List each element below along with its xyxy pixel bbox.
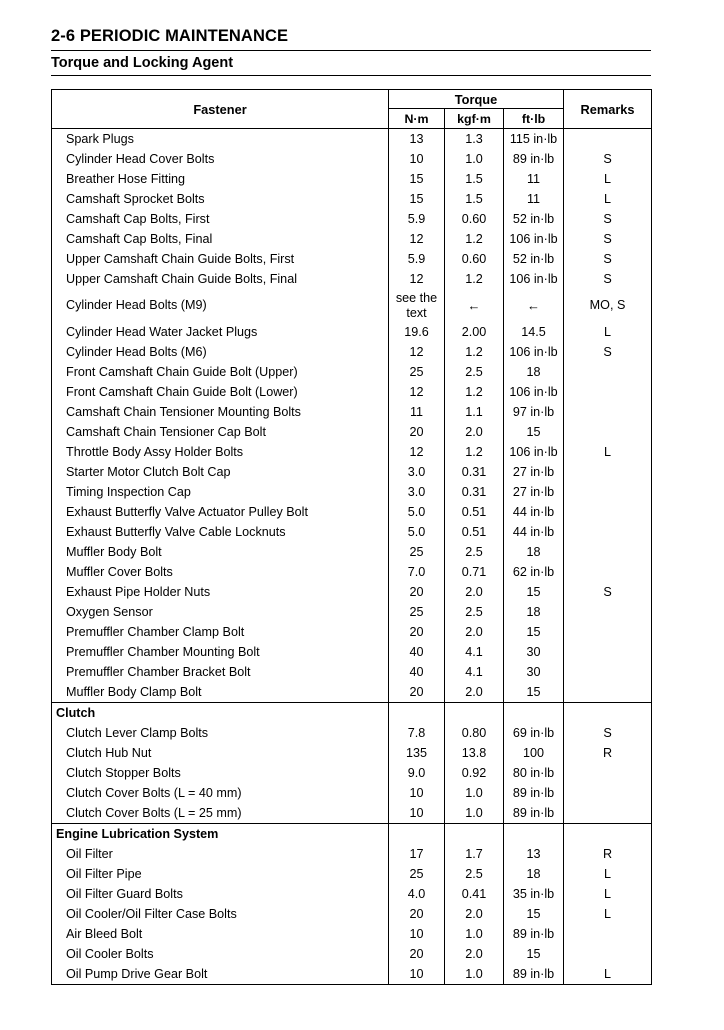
cell-torque-kgfm: 0.51	[445, 522, 504, 542]
table-row	[52, 964, 652, 985]
cell-fastener: Clutch Hub Nut	[52, 743, 389, 763]
cell-remarks	[564, 944, 652, 964]
cell-remarks: S	[603, 232, 612, 246]
cell-torque-ftlb: 44 in·lb	[504, 502, 564, 522]
cell-torque-kgfm: 0.92	[445, 763, 504, 783]
cell-fastener: Cylinder Head Water Jacket Plugs	[52, 322, 389, 342]
cell-fastener: Oil Pump Drive Gear Bolt	[52, 964, 389, 985]
cell-torque-kgfm: 2.00	[445, 322, 504, 342]
cell-remarks	[564, 129, 652, 150]
cell-torque-kgfm: 1.2	[445, 269, 504, 289]
cell-torque-ftlb: 89 in·lb	[504, 783, 564, 803]
column-header-torque-group: Torque	[389, 90, 564, 109]
cell-torque-nm: 25	[389, 542, 445, 562]
cell-remarks	[564, 824, 652, 845]
cell-torque-kgfm: 0.71	[445, 562, 504, 582]
cell-remarks	[564, 382, 652, 402]
cell-remarks: L	[604, 445, 612, 459]
cell-torque-nm: 15	[389, 169, 445, 189]
cell-torque-ftlb: 69 in·lb	[504, 723, 564, 743]
cell-torque-kgfm: 0.31	[445, 462, 504, 482]
cell-remarks	[564, 622, 652, 642]
cell-torque-ftlb: 15	[504, 944, 564, 964]
cell-torque-nm: 10	[389, 924, 445, 944]
cell-torque-ftlb: 15	[504, 422, 564, 442]
cell-torque-ftlb: 62 in·lb	[504, 562, 564, 582]
cell-torque-kgfm: 1.0	[445, 803, 504, 824]
cell-fastener: Oil Filter	[52, 844, 389, 864]
cell-fastener: Premuffler Chamber Bracket Bolt	[52, 662, 389, 682]
cell-torque-nm: 5.0	[389, 502, 445, 522]
cell-torque-ftlb: 44 in·lb	[504, 522, 564, 542]
cell-remarks: L	[604, 867, 612, 881]
cell-torque-kgfm: 1.0	[445, 964, 504, 985]
table-row	[52, 442, 652, 462]
cell-torque-kgfm: 1.7	[445, 844, 504, 864]
cell-torque-kgfm: 2.0	[445, 422, 504, 442]
cell-torque-ftlb: 89 in·lb	[504, 149, 564, 169]
cell-torque-kgfm: 2.0	[445, 682, 504, 703]
table-header-row-group	[52, 90, 652, 109]
cell-remarks: S	[603, 726, 612, 740]
table-row	[52, 289, 652, 322]
table-row	[52, 783, 652, 803]
cell-torque-kgfm: 1.2	[445, 382, 504, 402]
table-row	[52, 229, 652, 249]
cell-torque-kgfm: 2.5	[445, 602, 504, 622]
cell-torque-ftlb: 106 in·lb	[504, 342, 564, 362]
cell-fastener: Exhaust Butterfly Valve Actuator Pulley Bolt	[52, 502, 389, 522]
table-row	[52, 502, 652, 522]
cell-torque-ftlb: 15	[504, 582, 564, 602]
table-row	[52, 362, 652, 382]
cell-remarks	[564, 783, 652, 803]
cell-fastener: Timing Inspection Cap	[52, 482, 389, 502]
cell-torque-nm: 20	[389, 582, 445, 602]
table-row	[52, 562, 652, 582]
table-row	[52, 622, 652, 642]
cell-torque-nm: 15	[389, 189, 445, 209]
cell-remarks	[564, 462, 652, 482]
cell-torque-kgfm: 4.1	[445, 642, 504, 662]
cell-remarks: S	[603, 272, 612, 286]
cell-torque-kgfm: 0.31	[445, 482, 504, 502]
table-row	[52, 602, 652, 622]
cell-torque-nm: 5.9	[389, 209, 445, 229]
column-header-remarks: Remarks	[564, 90, 652, 129]
cell-fastener: Premuffler Chamber Clamp Bolt	[52, 622, 389, 642]
table-row	[52, 662, 652, 682]
cell-torque-kgfm: 1.0	[445, 149, 504, 169]
table-row	[52, 542, 652, 562]
cell-torque-nm: 7.0	[389, 562, 445, 582]
cell-torque-ftlb: 15	[504, 904, 564, 924]
cell-fastener: Cylinder Head Cover Bolts	[52, 149, 389, 169]
cell-fastener: Clutch Cover Bolts (L = 25 mm)	[52, 803, 389, 824]
torque-table	[51, 89, 652, 985]
table-section-row	[52, 703, 652, 724]
cell-torque-nm: 20	[389, 682, 445, 703]
cell-torque-ftlb: 11	[504, 169, 564, 189]
cell-torque-ftlb: 11	[504, 189, 564, 209]
cell-torque-kgfm: 2.0	[445, 622, 504, 642]
page-header	[51, 26, 651, 76]
cell-torque-nm	[389, 703, 445, 724]
cell-remarks: L	[604, 907, 612, 921]
table-row	[52, 904, 652, 924]
cell-torque-nm	[389, 824, 445, 845]
cell-fastener: Clutch Cover Bolts (L = 40 mm)	[52, 783, 389, 803]
cell-fastener: Muffler Body Clamp Bolt	[52, 682, 389, 703]
cell-remarks: S	[603, 152, 612, 166]
column-header-nm: N·m	[389, 109, 445, 129]
cell-remarks	[564, 803, 652, 824]
table-row	[52, 269, 652, 289]
cell-fastener: Camshaft Sprocket Bolts	[52, 189, 389, 209]
table-row	[52, 322, 652, 342]
cell-torque-nm: 19.6	[389, 322, 445, 342]
cell-torque-ftlb	[504, 703, 564, 724]
cell-torque-kgfm	[445, 703, 504, 724]
cell-remarks: R	[602, 746, 613, 760]
cell-torque-nm: 40	[389, 662, 445, 682]
cell-fastener: Throttle Body Assy Holder Bolts	[52, 442, 389, 462]
cell-torque-nm: 4.0	[389, 884, 445, 904]
cell-torque-kgfm	[445, 824, 504, 845]
cell-torque-nm: 17	[389, 844, 445, 864]
cell-torque-ftlb: 30	[504, 642, 564, 662]
cell-remarks	[564, 522, 652, 542]
cell-torque-ftlb: 30	[504, 662, 564, 682]
cell-torque-kgfm: 0.60	[445, 209, 504, 229]
cell-torque-nm: 9.0	[389, 763, 445, 783]
cell-torque-kgfm: 1.2	[445, 342, 504, 362]
cell-fastener: Camshaft Cap Bolts, Final	[52, 229, 389, 249]
cell-torque-nm: 20	[389, 944, 445, 964]
cell-torque-nm: 7.8	[389, 723, 445, 743]
cell-torque-nm: 12	[389, 342, 445, 362]
cell-torque-nm: 20	[389, 904, 445, 924]
cell-torque-ftlb: 89 in·lb	[504, 924, 564, 944]
table-row	[52, 382, 652, 402]
cell-torque-ftlb: 27 in·lb	[504, 462, 564, 482]
cell-torque-nm: 135	[389, 743, 445, 763]
cell-torque-kgfm: ←	[445, 289, 504, 322]
cell-torque-nm: 3.0	[389, 482, 445, 502]
cell-fastener: Spark Plugs	[52, 129, 389, 150]
cell-torque-kgfm: 2.5	[445, 362, 504, 382]
cell-torque-kgfm: 2.0	[445, 904, 504, 924]
cell-remarks: L	[604, 887, 612, 901]
table-row	[52, 522, 652, 542]
cell-torque-nm: 25	[389, 362, 445, 382]
cell-remarks: S	[603, 345, 612, 359]
cell-torque-kgfm: 0.51	[445, 502, 504, 522]
cell-torque-kgfm: 1.0	[445, 783, 504, 803]
table-row	[52, 149, 652, 169]
cell-torque-ftlb: 15	[504, 682, 564, 703]
cell-fastener: Oil Cooler/Oil Filter Case Bolts	[52, 904, 389, 924]
cell-fastener: Upper Camshaft Chain Guide Bolts, Final	[52, 269, 389, 289]
table-row	[52, 803, 652, 824]
cell-fastener: Muffler Body Bolt	[52, 542, 389, 562]
table-row	[52, 462, 652, 482]
cell-fastener: Premuffler Chamber Mounting Bolt	[52, 642, 389, 662]
cell-torque-kgfm: 1.0	[445, 924, 504, 944]
cell-remarks: S	[603, 212, 612, 226]
table-row	[52, 682, 652, 703]
cell-torque-nm: 5.0	[389, 522, 445, 542]
section-heading: Torque and Locking Agent	[51, 55, 234, 71]
cell-torque-kgfm: 2.0	[445, 582, 504, 602]
cell-fastener: Camshaft Cap Bolts, First	[52, 209, 389, 229]
cell-remarks	[564, 763, 652, 783]
cell-fastener: Front Camshaft Chain Guide Bolt (Lower)	[52, 382, 389, 402]
cell-torque-ftlb: 52 in·lb	[504, 249, 564, 269]
cell-remarks	[564, 924, 652, 944]
cell-torque-ftlb: 18	[504, 864, 564, 884]
cell-remarks	[564, 402, 652, 422]
table-row	[52, 844, 652, 864]
cell-remarks: MO, S	[589, 298, 626, 312]
cell-torque-nm: 5.9	[389, 249, 445, 269]
cell-torque-ftlb: 80 in·lb	[504, 763, 564, 783]
cell-torque-ftlb: 18	[504, 602, 564, 622]
cell-torque-ftlb: 106 in·lb	[504, 442, 564, 462]
cell-remarks	[564, 482, 652, 502]
cell-torque-kgfm: 1.5	[445, 189, 504, 209]
table-row	[52, 422, 652, 442]
cell-torque-nm: 25	[389, 602, 445, 622]
cell-fastener: Cylinder Head Bolts (M9)	[52, 289, 389, 322]
cell-torque-ftlb: 100	[504, 743, 564, 763]
cell-torque-kgfm: 1.2	[445, 442, 504, 462]
section-label: Clutch	[52, 703, 389, 724]
cell-torque-kgfm: 2.0	[445, 944, 504, 964]
cell-torque-nm: 12	[389, 442, 445, 462]
page-title: 2-6 PERIODIC MAINTENANCE	[51, 27, 289, 45]
cell-torque-ftlb	[504, 824, 564, 845]
cell-torque-kgfm: 4.1	[445, 662, 504, 682]
table-row	[52, 189, 652, 209]
table-row	[52, 342, 652, 362]
table-row	[52, 763, 652, 783]
table-head	[52, 90, 652, 129]
cell-fastener: Oxygen Sensor	[52, 602, 389, 622]
cell-torque-kgfm: 1.5	[445, 169, 504, 189]
cell-torque-ftlb: 27 in·lb	[504, 482, 564, 502]
column-header-fastener: Fastener	[52, 90, 389, 129]
cell-torque-nm: 10	[389, 964, 445, 985]
cell-torque-nm: 10	[389, 803, 445, 824]
cell-torque-ftlb: 106 in·lb	[504, 269, 564, 289]
table-row	[52, 864, 652, 884]
cell-torque-nm: 3.0	[389, 462, 445, 482]
table-row	[52, 249, 652, 269]
cell-remarks	[564, 703, 652, 724]
column-header-kgfm: kgf·m	[445, 109, 504, 129]
cell-torque-nm: 40	[389, 642, 445, 662]
cell-torque-ftlb: 14.5	[504, 322, 564, 342]
cell-torque-kgfm: 0.80	[445, 723, 504, 743]
cell-remarks: S	[603, 585, 612, 599]
table-row	[52, 642, 652, 662]
cell-torque-kgfm: 1.3	[445, 129, 504, 150]
table-row	[52, 884, 652, 904]
cell-torque-kgfm: 13.8	[445, 743, 504, 763]
cell-fastener: Oil Cooler Bolts	[52, 944, 389, 964]
cell-torque-ftlb: 115 in·lb	[504, 129, 564, 150]
cell-remarks: L	[604, 192, 612, 206]
cell-fastener: Muffler Cover Bolts	[52, 562, 389, 582]
cell-remarks	[564, 682, 652, 703]
cell-torque-nm: 13	[389, 129, 445, 150]
cell-fastener: Front Camshaft Chain Guide Bolt (Upper)	[52, 362, 389, 382]
cell-torque-kgfm: 0.41	[445, 884, 504, 904]
cell-torque-nm: 12	[389, 269, 445, 289]
table-row	[52, 924, 652, 944]
cell-remarks: L	[604, 967, 612, 981]
cell-torque-kgfm: 0.60	[445, 249, 504, 269]
table-section-row	[52, 824, 652, 845]
cell-remarks	[564, 602, 652, 622]
cell-torque-ftlb: 52 in·lb	[504, 209, 564, 229]
cell-torque-ftlb: 13	[504, 844, 564, 864]
cell-remarks	[564, 562, 652, 582]
cell-torque-nm: 10	[389, 783, 445, 803]
cell-torque-kgfm: 1.2	[445, 229, 504, 249]
table-row	[52, 169, 652, 189]
cell-fastener: Oil Filter Pipe	[52, 864, 389, 884]
table-row	[52, 209, 652, 229]
cell-fastener: Breather Hose Fitting	[52, 169, 389, 189]
cell-torque-nm: 20	[389, 422, 445, 442]
cell-fastener: Upper Camshaft Chain Guide Bolts, First	[52, 249, 389, 269]
cell-torque-kgfm: 2.5	[445, 542, 504, 562]
cell-fastener: Camshaft Chain Tensioner Cap Bolt	[52, 422, 389, 442]
cell-torque-nm: 12	[389, 229, 445, 249]
section-label: Engine Lubrication System	[52, 824, 389, 845]
cell-torque-ftlb: 35 in·lb	[504, 884, 564, 904]
cell-fastener: Camshaft Chain Tensioner Mounting Bolts	[52, 402, 389, 422]
header-rule-bottom	[51, 75, 651, 76]
cell-torque-ftlb: 15	[504, 622, 564, 642]
cell-fastener: Cylinder Head Bolts (M6)	[52, 342, 389, 362]
cell-torque-ftlb: 18	[504, 542, 564, 562]
cell-remarks	[564, 502, 652, 522]
cell-remarks	[564, 362, 652, 382]
table-row	[52, 944, 652, 964]
cell-remarks: L	[604, 325, 612, 339]
cell-fastener: Exhaust Pipe Holder Nuts	[52, 582, 389, 602]
cell-torque-nm: 11	[389, 402, 445, 422]
cell-torque-ftlb: 18	[504, 362, 564, 382]
cell-torque-nm: see the text	[389, 289, 445, 322]
cell-torque-nm: 25	[389, 864, 445, 884]
cell-torque-ftlb: 97 in·lb	[504, 402, 564, 422]
cell-fastener: Clutch Stopper Bolts	[52, 763, 389, 783]
cell-remarks	[564, 422, 652, 442]
cell-torque-ftlb: 106 in·lb	[504, 229, 564, 249]
table-row	[52, 129, 652, 150]
column-header-ftlb: ft·lb	[504, 109, 564, 129]
cell-torque-ftlb: 89 in·lb	[504, 803, 564, 824]
cell-remarks: L	[604, 172, 612, 186]
cell-fastener: Clutch Lever Clamp Bolts	[52, 723, 389, 743]
cell-torque-nm: 10	[389, 149, 445, 169]
cell-remarks: R	[602, 847, 613, 861]
cell-torque-ftlb: 89 in·lb	[504, 964, 564, 985]
table-row	[52, 402, 652, 422]
cell-fastener: Exhaust Butterfly Valve Cable Locknuts	[52, 522, 389, 542]
cell-fastener: Starter Motor Clutch Bolt Cap	[52, 462, 389, 482]
table-row	[52, 482, 652, 502]
table-row	[52, 582, 652, 602]
cell-fastener: Air Bleed Bolt	[52, 924, 389, 944]
cell-remarks: S	[603, 252, 612, 266]
cell-torque-kgfm: 1.1	[445, 402, 504, 422]
cell-torque-nm: 12	[389, 382, 445, 402]
cell-torque-nm: 20	[389, 622, 445, 642]
cell-remarks	[564, 542, 652, 562]
cell-fastener: Oil Filter Guard Bolts	[52, 884, 389, 904]
table-row	[52, 723, 652, 743]
cell-torque-kgfm: 2.5	[445, 864, 504, 884]
table-row	[52, 743, 652, 763]
cell-remarks	[564, 642, 652, 662]
cell-torque-ftlb: 106 in·lb	[504, 382, 564, 402]
table-body	[52, 129, 652, 985]
cell-torque-ftlb: ←	[504, 289, 564, 322]
cell-remarks	[564, 662, 652, 682]
